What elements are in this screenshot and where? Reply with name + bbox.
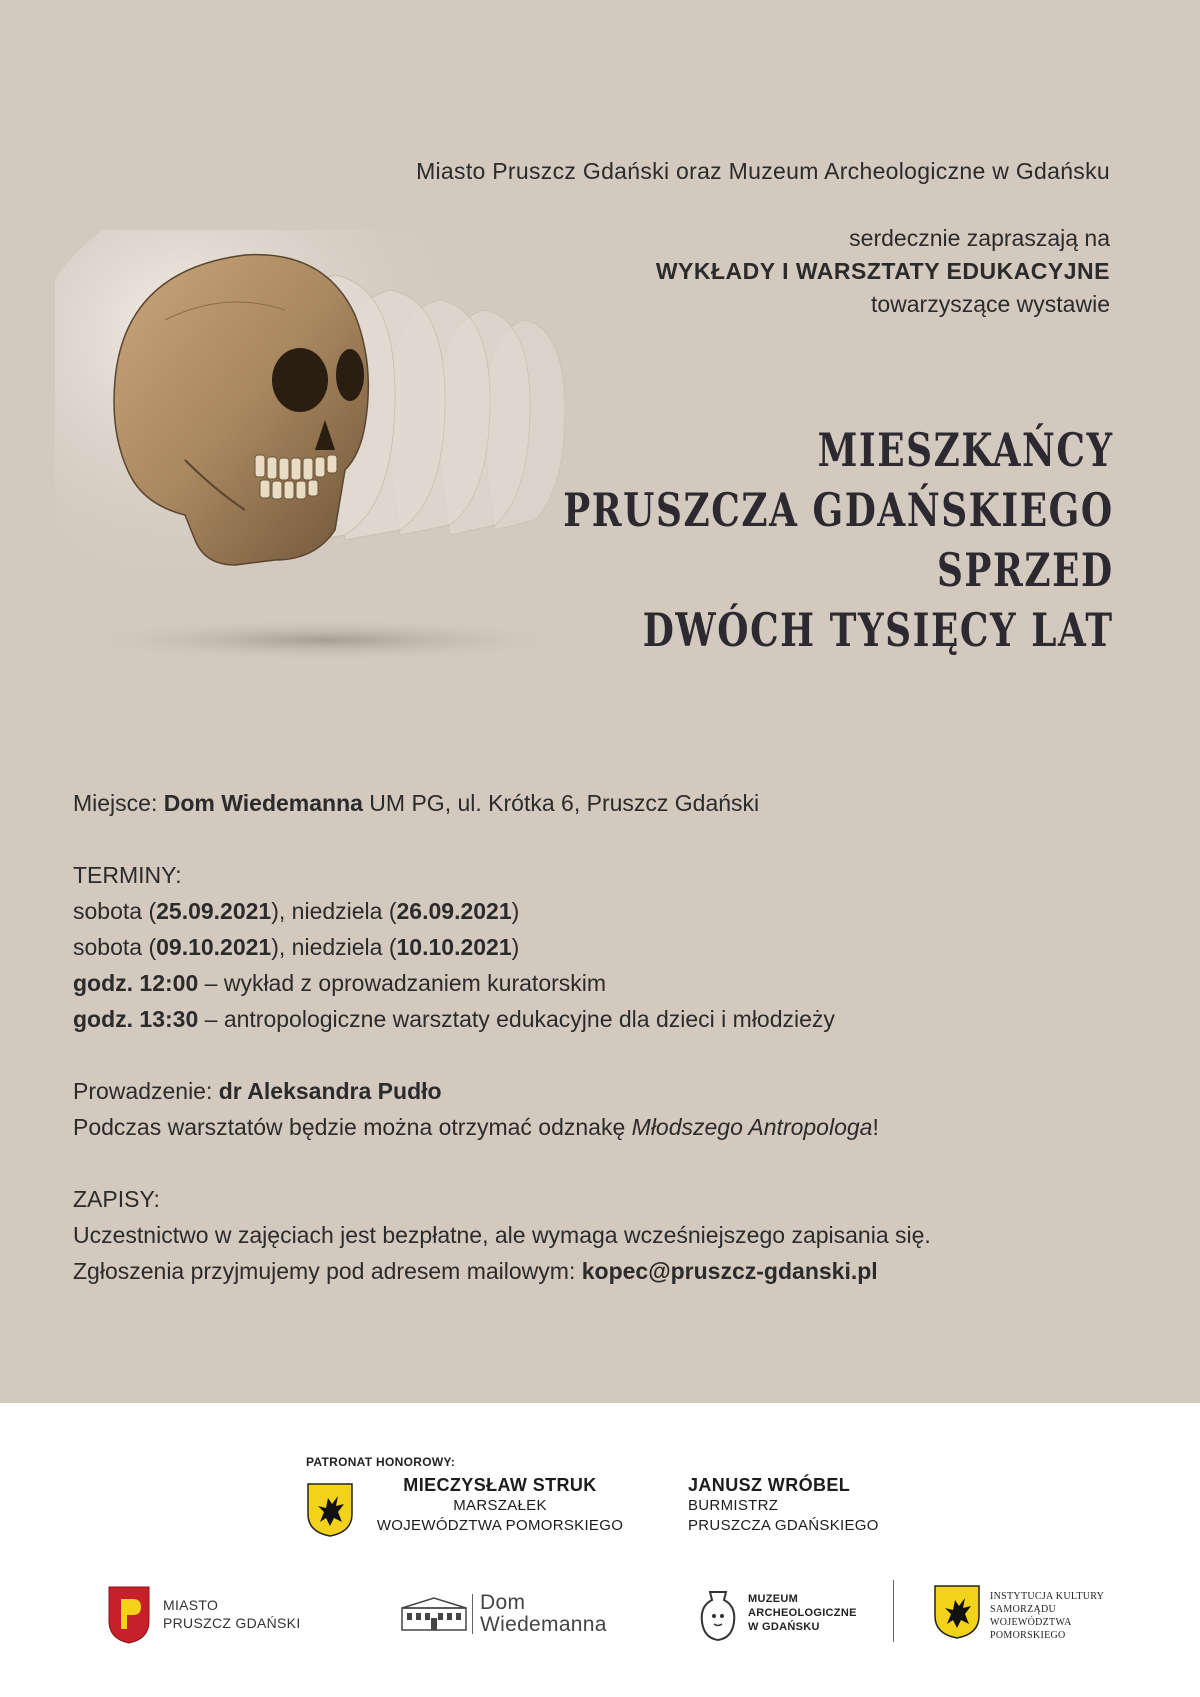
- invite-event-type: WYKŁADY I WARSZTATY EDUKACYJNE: [655, 258, 1110, 284]
- lead-line: [73, 1073, 931, 1109]
- institution-line: POMORSKIEGO: [990, 1630, 1066, 1641]
- patron-role: MARSZAŁEK: [453, 1497, 547, 1514]
- museum-line: MUZEUM: [748, 1593, 799, 1605]
- museum-logo-text: [748, 1592, 857, 1634]
- exhibition-title: [564, 420, 1114, 660]
- title-line: PRUSZCZA GDAŃSKIEGO: [563, 483, 1114, 537]
- patronage-label: PATRONAT HONOROWY:: [306, 1455, 456, 1469]
- badge-text: Podczas warsztatów będzie można otrzymać odznakę: [73, 1114, 632, 1140]
- title-line: MIESZKAŃCY: [817, 423, 1114, 477]
- institution-logo-text: [990, 1590, 1104, 1642]
- date: 09.10.2021: [156, 934, 272, 960]
- city-name-line: PRUSZCZ GDAŃSKI: [163, 1615, 301, 1631]
- day-label: ), niedziela (: [271, 898, 397, 924]
- invitation-block: [656, 222, 1110, 321]
- invite-line: towarzyszące wystawie: [870, 291, 1110, 317]
- museum-line: ARCHEOLOGICZNE: [748, 1607, 857, 1619]
- patron-2: [688, 1475, 948, 1536]
- skull-illustration: [55, 230, 615, 680]
- event-details: [73, 785, 931, 1289]
- griffin-crest-icon: [306, 1482, 354, 1538]
- dom-wiedemanna-building-icon: [400, 1596, 468, 1632]
- title-line: DWÓCH TYSIĘCY LAT: [643, 603, 1114, 657]
- signup-email-line: [73, 1253, 931, 1289]
- patron-role: WOJEWÓDZTWA POMORSKIEGO: [376, 1517, 624, 1534]
- title-line: SPRZED: [937, 543, 1114, 597]
- logo-divider: [893, 1580, 894, 1642]
- institution-line: WOJEWÓDZTWA: [990, 1617, 1072, 1628]
- city-logo-text: [163, 1596, 301, 1632]
- organizers-line: Miasto Pruszcz Gdański oraz Muzeum Archeologiczne w Gdańsku: [416, 158, 1110, 184]
- badge-name: Młodszego Antropologa: [631, 1114, 873, 1140]
- griffin-crest-icon: [933, 1584, 981, 1640]
- time-line-1: [73, 965, 931, 1001]
- patron-name: MIECZYSŁAW STRUK: [403, 1475, 597, 1495]
- patron-role: BURMISTRZ: [688, 1497, 779, 1514]
- date: 26.09.2021: [396, 898, 512, 924]
- city-name-line: MIASTO: [163, 1597, 219, 1613]
- logo-divider: [472, 1594, 473, 1634]
- invite-line: serdecznie zapraszają na: [849, 225, 1110, 251]
- museum-vessel-icon: [698, 1588, 738, 1644]
- dates-line-2: [73, 929, 931, 965]
- lead-name: dr Aleksandra Pudło: [218, 1078, 442, 1104]
- signup-line: Uczestnictwo w zajęciach jest bezpłatne, ale wymaga wcześniejszego zapisania się.: [73, 1222, 931, 1248]
- place-address: UM PG, ul. Krótka 6, Pruszcz Gdański: [362, 790, 760, 816]
- day-label: ), niedziela (: [271, 934, 397, 960]
- footer: [0, 1403, 1200, 1697]
- dom-line: Wiedemanna: [480, 1613, 607, 1636]
- dom-wiedemanna-logo-text: [480, 1592, 607, 1636]
- dom-line: Dom: [480, 1591, 526, 1614]
- date: 25.09.2021: [156, 898, 272, 924]
- time-description: – wykład z oprowadzaniem kuratorskim: [198, 970, 607, 996]
- badge-text: !: [872, 1114, 879, 1140]
- time: godz. 12:00: [73, 970, 199, 996]
- bracket: ): [511, 898, 520, 924]
- dates-line-1: [73, 893, 931, 929]
- patron-role: PRUSZCZA GDAŃSKIEGO: [688, 1517, 879, 1534]
- patron-1: [366, 1475, 634, 1536]
- email-link[interactable]: kopec@pruszcz-gdanski.pl: [581, 1258, 878, 1284]
- time-line-2: [73, 1001, 931, 1037]
- institution-line: INSTYTUCJA KULTURY: [990, 1591, 1105, 1602]
- place-label: Miejsce:: [73, 790, 164, 816]
- place-name: Dom Wiedemanna: [163, 790, 363, 816]
- badge-line: [73, 1109, 931, 1145]
- patron-name: JANUSZ WRÓBEL: [688, 1475, 851, 1495]
- date: 10.10.2021: [396, 934, 512, 960]
- institution-line: SAMORZĄDU: [990, 1604, 1057, 1615]
- lead-label: Prowadzenie:: [73, 1078, 219, 1104]
- signup-text: Zgłoszenia przyjmujemy pod adresem mailowym:: [73, 1258, 582, 1284]
- terms-label: TERMINY:: [73, 862, 182, 888]
- time-description: – antropologiczne warsztaty edukacyjne dla dzieci i młodzieży: [198, 1006, 835, 1032]
- day-label: sobota (: [73, 934, 157, 960]
- bracket: ): [511, 934, 520, 960]
- museum-line: W GDAŃSKU: [748, 1621, 820, 1633]
- place-line: [73, 785, 931, 821]
- city-crest-icon: [107, 1585, 151, 1645]
- day-label: sobota (: [73, 898, 157, 924]
- signup-label: ZAPISY:: [73, 1186, 160, 1212]
- time: godz. 13:30: [73, 1006, 199, 1032]
